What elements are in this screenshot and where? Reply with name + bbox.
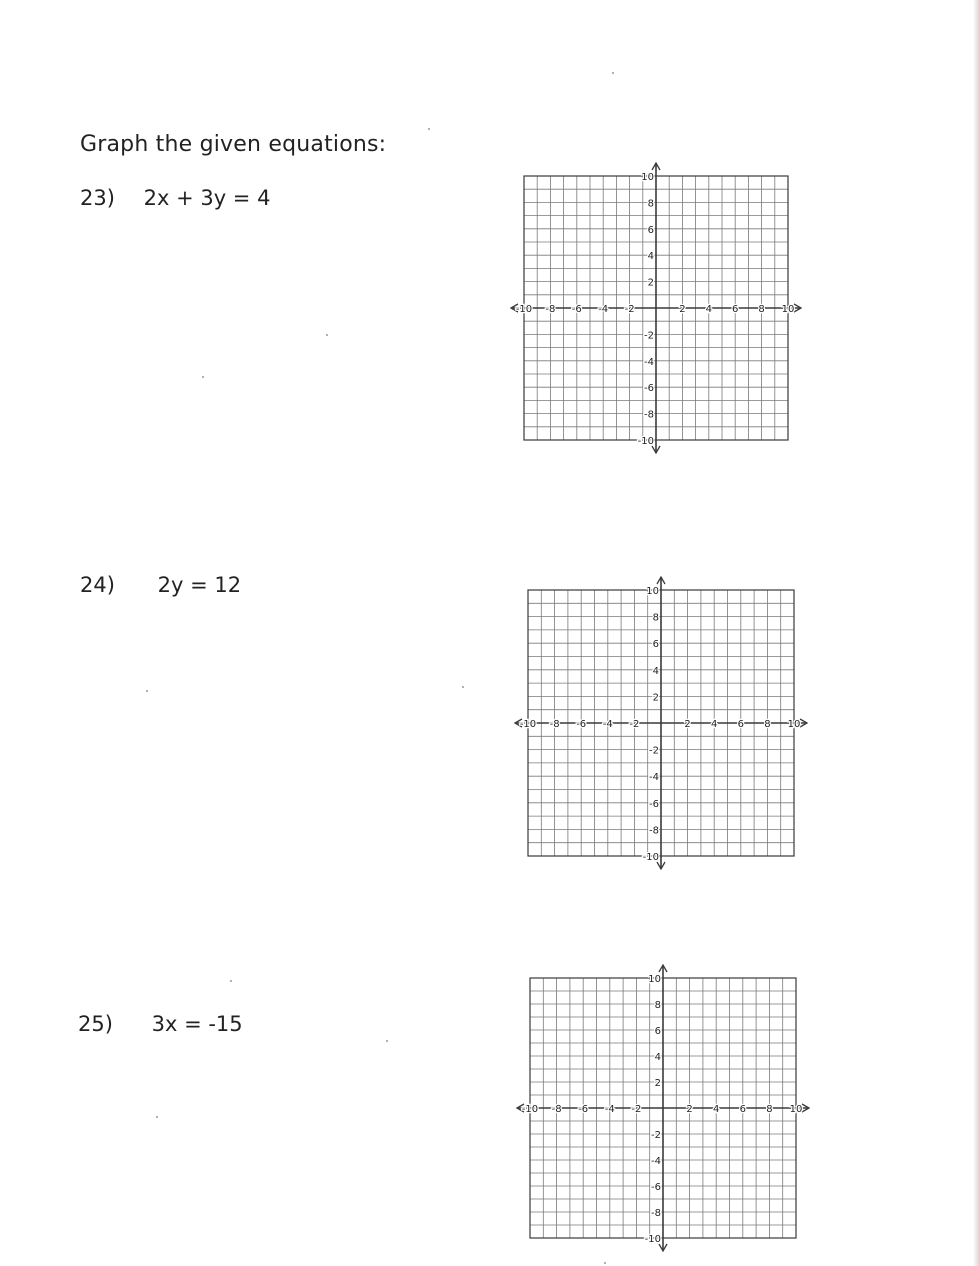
- y-tick-label: 4: [652, 665, 659, 677]
- y-tick-label: -8: [649, 825, 659, 837]
- x-tick-label: 10: [781, 304, 795, 315]
- y-tick-label: -6: [651, 1182, 661, 1193]
- x-tick-label: 8: [766, 1104, 773, 1115]
- y-tick-label: -10: [644, 1234, 661, 1245]
- coordinate-grid-svg[interactable]: [512, 574, 810, 872]
- x-tick-label: 4: [713, 1104, 720, 1115]
- x-tick-label: 4: [711, 719, 718, 730]
- x-tick-label: -6: [576, 719, 587, 730]
- y-tick-label: 6: [652, 639, 659, 651]
- y-tick-label: -4: [644, 356, 654, 368]
- x-tick-label: 2: [684, 719, 691, 730]
- y-tick-label: 6: [654, 1026, 661, 1037]
- x-tick-label: 2: [679, 304, 686, 315]
- coordinate-grid-25[interactable]: [514, 962, 812, 1254]
- scan-speck: [156, 1116, 158, 1118]
- y-tick-label: -2: [649, 745, 659, 757]
- y-tick-label: -8: [651, 1208, 661, 1219]
- x-tick-label: -4: [598, 304, 609, 315]
- coordinate-grid-24[interactable]: [512, 574, 810, 872]
- x-tick-label: 6: [737, 719, 744, 730]
- y-tick-label: 8: [652, 612, 659, 624]
- page-edge-shadow: [973, 0, 979, 1266]
- y-tick-label: 8: [654, 1000, 661, 1011]
- problem-24: [80, 573, 241, 597]
- problem-23: [80, 186, 270, 210]
- x-tick-label: -8: [549, 719, 560, 730]
- y-tick-label: 10: [646, 586, 659, 597]
- y-tick-label: 6: [647, 224, 654, 236]
- y-tick-label: -2: [651, 1130, 661, 1141]
- problem-equation: 2x + 3y = 4: [143, 186, 271, 210]
- x-tick-label: -2: [624, 304, 635, 315]
- y-tick-label: 2: [647, 277, 654, 289]
- x-tick-label: -10: [515, 304, 533, 315]
- x-tick-label: -4: [602, 719, 613, 730]
- x-tick-label: 8: [758, 304, 765, 315]
- y-tick-label: -8: [644, 409, 654, 421]
- x-tick-label: -10: [519, 719, 537, 730]
- y-tick-label: 10: [641, 172, 654, 183]
- problem-equation: 3x = -15: [151, 1012, 243, 1036]
- coordinate-grid-svg[interactable]: [508, 160, 804, 456]
- y-tick-label: -2: [644, 330, 654, 342]
- y-tick-label: 2: [652, 692, 659, 704]
- scan-speck: [462, 686, 464, 688]
- problem-number: 25): [78, 1012, 113, 1036]
- scan-speck: [230, 980, 232, 982]
- x-tick-label: 4: [705, 304, 712, 315]
- x-tick-label: 6: [732, 304, 739, 315]
- x-tick-label: -6: [571, 304, 582, 315]
- x-tick-label: 8: [764, 719, 771, 730]
- y-tick-label: 10: [648, 974, 661, 985]
- y-tick-label: -10: [637, 436, 654, 447]
- problem-number: 23): [80, 186, 115, 210]
- scan-speck: [428, 128, 430, 130]
- x-tick-label: 10: [787, 719, 801, 730]
- instructions-heading: Graph the given equations:: [80, 132, 387, 157]
- scan-speck: [386, 1040, 388, 1042]
- y-tick-label: -4: [649, 772, 659, 784]
- scan-speck: [612, 72, 614, 74]
- x-tick-label: -6: [578, 1104, 589, 1115]
- problem-25: [78, 1012, 243, 1036]
- y-tick-label: -10: [642, 852, 659, 863]
- coordinate-grid-23[interactable]: [508, 160, 804, 456]
- y-tick-label: 4: [654, 1052, 661, 1063]
- x-tick-label: 6: [739, 1104, 746, 1115]
- scan-speck: [326, 334, 328, 336]
- problem-equation: 2y = 12: [157, 573, 242, 597]
- x-tick-label: 10: [789, 1104, 803, 1115]
- scan-speck: [202, 376, 204, 378]
- scan-speck: [146, 690, 148, 692]
- x-tick-label: -8: [545, 304, 556, 315]
- y-tick-label: 2: [654, 1078, 661, 1089]
- x-tick-label: -2: [631, 1104, 642, 1115]
- x-tick-label: -2: [629, 719, 640, 730]
- y-tick-label: 4: [647, 251, 654, 263]
- coordinate-grid-svg[interactable]: [514, 962, 812, 1254]
- x-tick-label: -10: [521, 1104, 539, 1115]
- x-tick-label: 2: [686, 1104, 693, 1115]
- x-tick-label: -8: [551, 1104, 562, 1115]
- x-tick-label: -4: [604, 1104, 615, 1115]
- y-tick-label: 8: [647, 198, 654, 210]
- scan-speck: [604, 1262, 606, 1264]
- problem-number: 24): [80, 573, 115, 597]
- y-tick-label: -6: [644, 383, 654, 395]
- y-tick-label: -4: [651, 1156, 661, 1167]
- y-tick-label: -6: [649, 798, 659, 810]
